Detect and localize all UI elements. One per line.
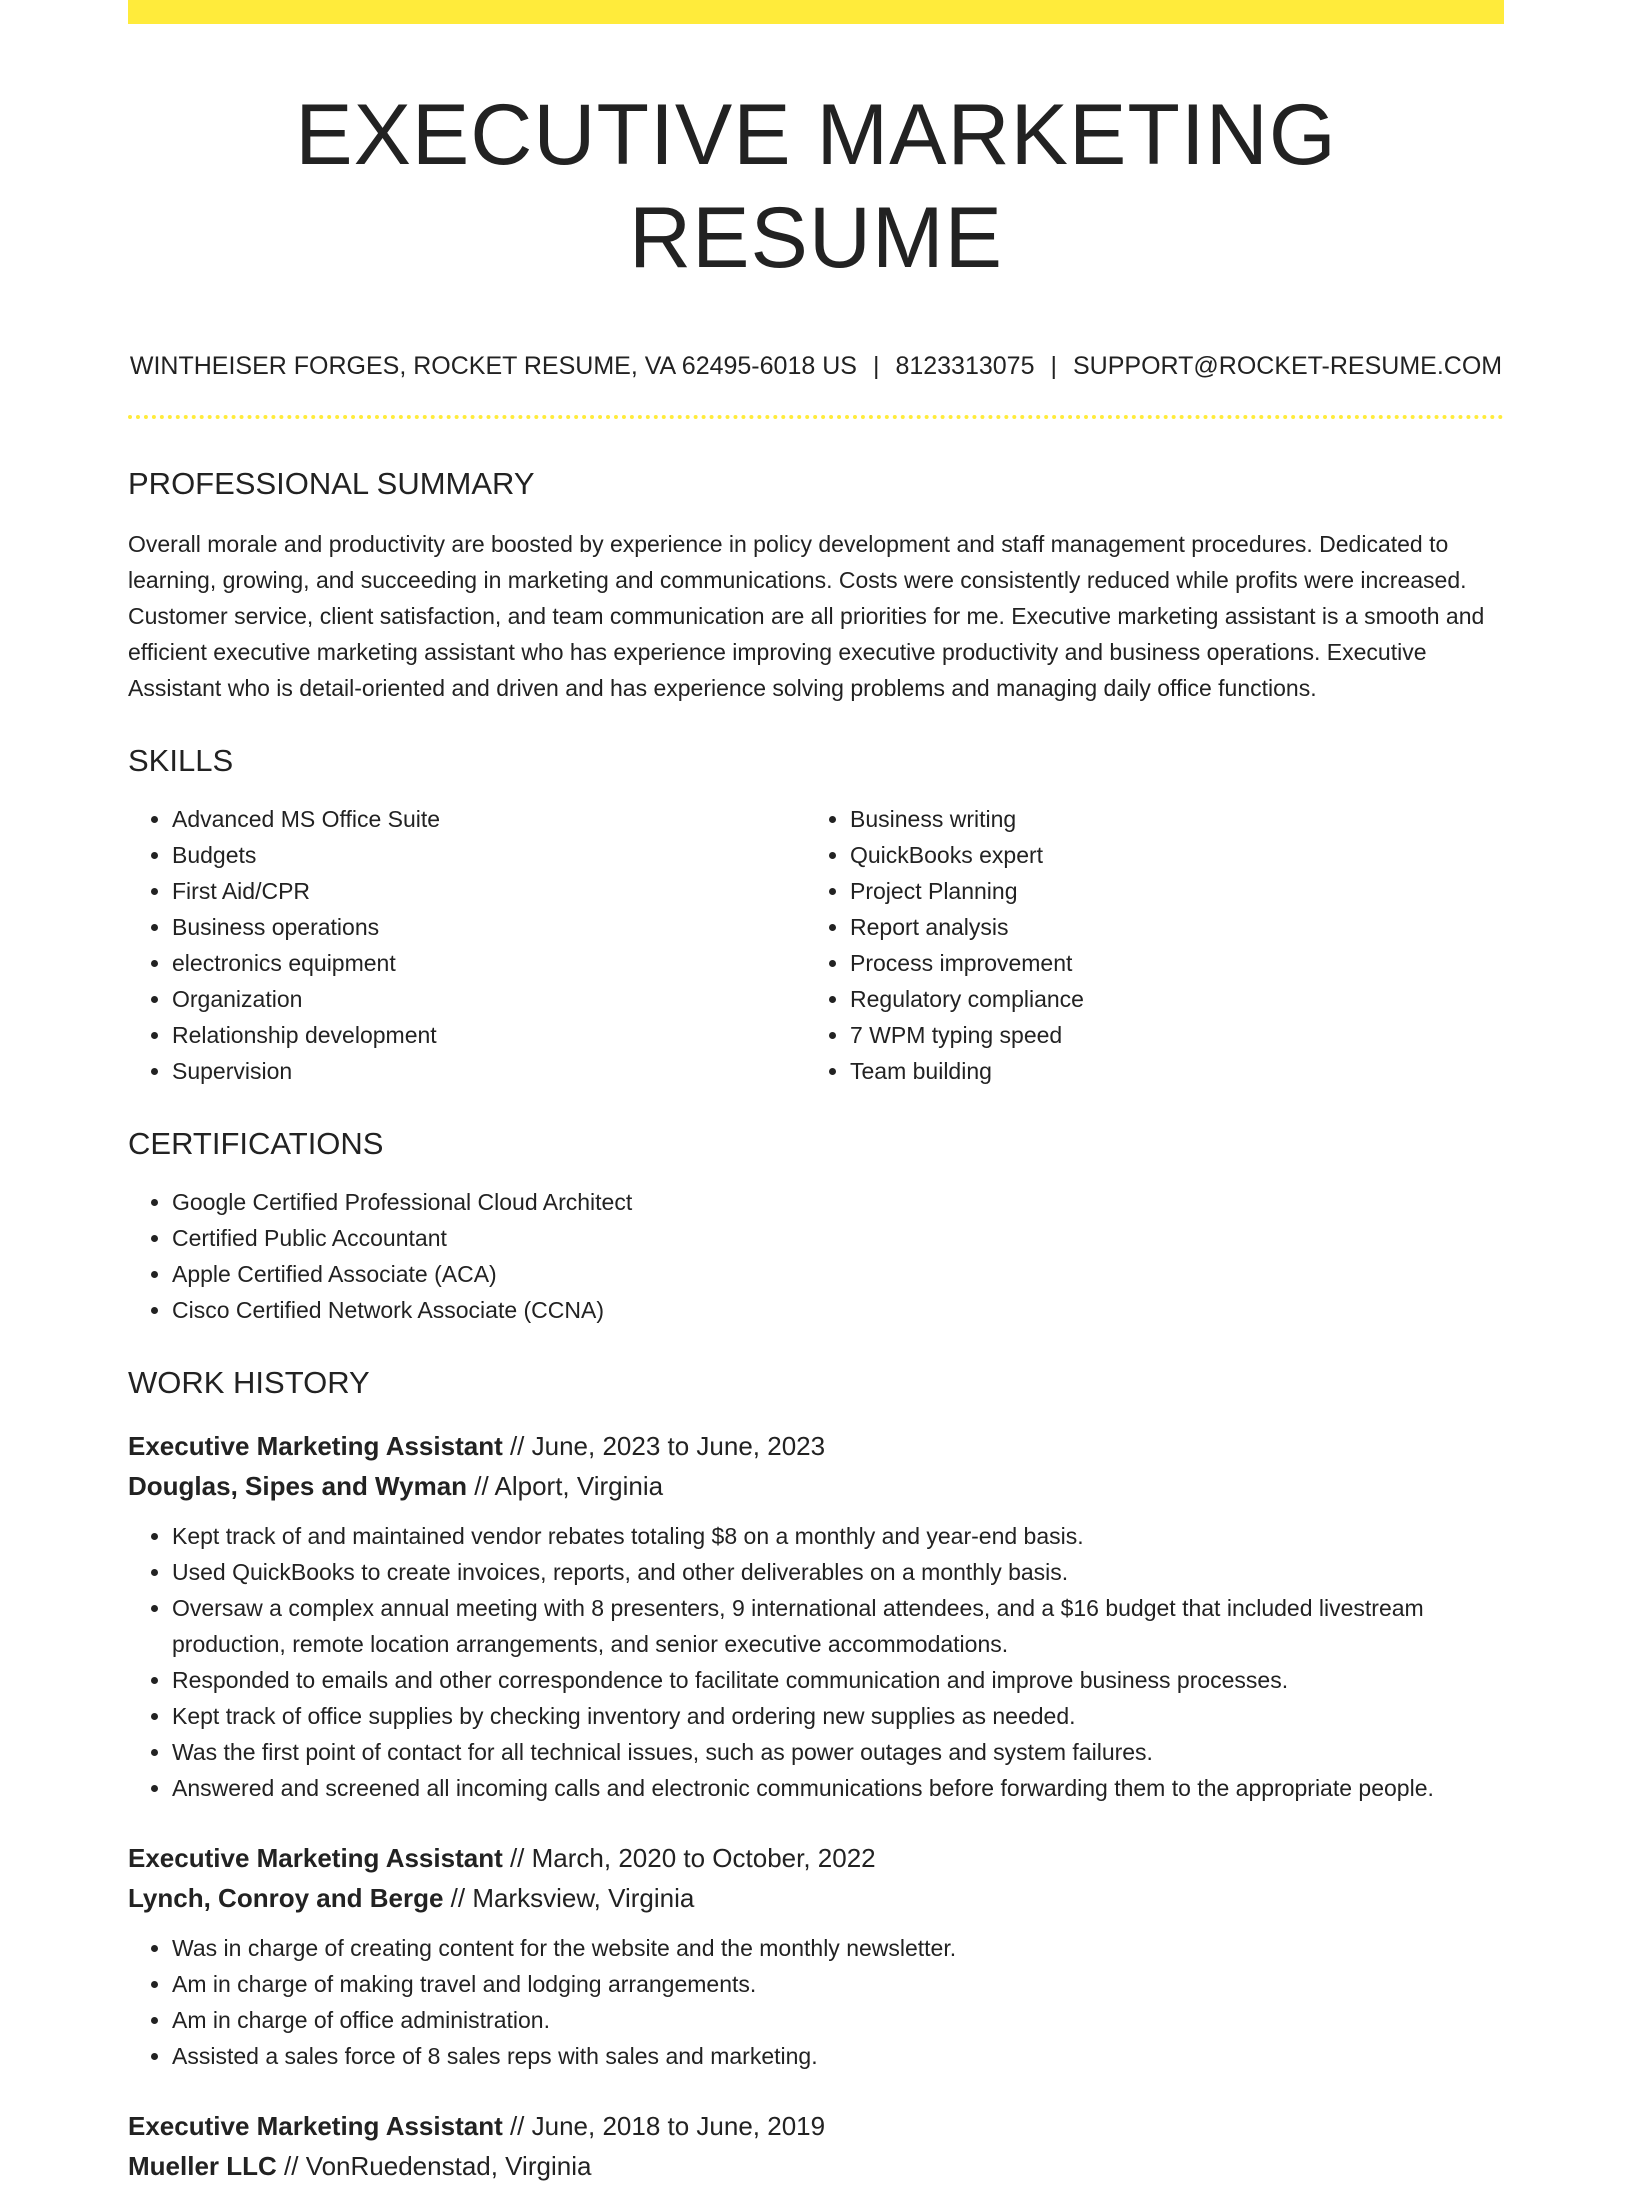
job-location: // VonRuedenstad, Virginia [276, 2150, 592, 2181]
certification-item: • Google Certified Professional Cloud Architect [172, 1184, 1504, 1220]
skills-list [128, 801, 1504, 1089]
contact-email: SUPPORT@ROCKET-RESUME.COM [1072, 352, 1503, 381]
work-history-list [128, 1426, 1504, 2186]
skill-item: • Team building [850, 1053, 1484, 1089]
certification-item: • Certified Public Accountant [172, 1220, 1504, 1256]
dotted-divider [128, 415, 1504, 419]
job-company-line [128, 2146, 1504, 2186]
skill-item: • Organization [172, 981, 806, 1017]
skill-item: • First Aid/CPR [172, 873, 806, 909]
certification-item: • Cisco Certified Network Associate (CCNA) [172, 1292, 1504, 1328]
skill-item: • Project Planning [850, 873, 1484, 909]
job-duty-item: • Was the first point of contact for all technical issues, such as power outages and system failures. [172, 1734, 1504, 1770]
job-duty-item: • Kept track of office supplies by checking inventory and ordering new supplies as needed. [172, 1698, 1504, 1734]
job-dates: // March, 2020 to October, 2022 [502, 1842, 876, 1873]
job-duty-item: • Oversaw a complex annual meeting with 8 presenters, 9 international attendees, and a $16 budget that included livestream production, remote location arrangements, and senior executive accommodations. [172, 1590, 1504, 1662]
job-duty-item: • Was in charge of creating content for the website and the monthly newsletter. [172, 1930, 1504, 1966]
certifications-heading: CERTIFICATIONS [128, 1126, 384, 1162]
job-duty-item: • Kept track of and maintained vendor rebates totaling $8 on a monthly and year-end basis. [172, 1518, 1504, 1554]
skill-item: • Business operations [172, 909, 806, 945]
top-accent-bar [128, 0, 1504, 24]
certifications-list [128, 1184, 1504, 1328]
skill-item: • Business writing [850, 801, 1484, 837]
job-company: Mueller LLC [128, 2150, 277, 2181]
summary-text: Overall morale and productivity are boosted by experience in policy development and staff management procedures. Dedicated to learning, growing, and succeeding in marketing and communications. Costs were consistently reduced while profits were increased. Customer service, client satisfaction, and team communication are all priorities for me. Executive marketing assistant is a smooth and efficient executive marketing assistant who has experience improving executive productivity and business operations. Executive Assistant who is detail-oriented and driven and has experience solving problems and managing daily office functions. [128, 531, 1485, 702]
skill-item: • Relationship development [172, 1017, 806, 1053]
skill-item: • Supervision [172, 1053, 806, 1089]
skill-item: • Regulatory compliance [850, 981, 1484, 1017]
job-duty-item: • Answered and screened all incoming calls and electronic communications before forwarding them to the appropriate people. [172, 1770, 1504, 1806]
job-entry [128, 2106, 1504, 2186]
job-title: Executive Marketing Assistant [128, 1842, 503, 1873]
job-duties-list [128, 1518, 1504, 1806]
job-duty-item: • Am in charge of office administration. [172, 2002, 1504, 2038]
job-location: // Marksview, Virginia [443, 1882, 695, 1913]
skill-item: • Budgets [172, 837, 806, 873]
contact-separator: | [872, 352, 880, 381]
job-entry [128, 1838, 1504, 2074]
contact-separator: | [1050, 352, 1057, 381]
skill-item: • Report analysis [850, 909, 1484, 945]
skill-item: • Process improvement [850, 945, 1484, 981]
job-title: Executive Marketing Assistant [128, 1430, 503, 1461]
job-title-line [128, 1838, 1504, 1878]
resume-page [128, 0, 1504, 2186]
skills-column-right [806, 801, 1484, 1089]
work-history-heading: WORK HISTORY [128, 1365, 370, 1401]
skill-item: • QuickBooks expert [850, 837, 1484, 873]
skill-item: • electronics equipment [172, 945, 806, 981]
skill-item: • 7 WPM typing speed [850, 1017, 1484, 1053]
job-duty-item: • Responded to emails and other correspondence to facilitate communication and improve business processes. [172, 1662, 1504, 1698]
contact-line [128, 350, 1504, 383]
job-location: // Alport, Virginia [467, 1470, 664, 1501]
job-dates: // June, 2023 to June, 2023 [502, 1430, 826, 1461]
skills-column-left [128, 801, 806, 1089]
job-title-line [128, 1426, 1504, 1466]
contact-address: WINTHEISER FORGES, ROCKET RESUME, VA 62495-6018 US [129, 352, 857, 381]
job-company-line [128, 1878, 1504, 1918]
job-title: Executive Marketing Assistant [128, 2110, 503, 2141]
summary-heading: PROFESSIONAL SUMMARY [128, 465, 535, 501]
job-dates: // June, 2018 to June, 2019 [502, 2110, 826, 2141]
skill-item: • Advanced MS Office Suite [172, 801, 806, 837]
job-duty-item: • Used QuickBooks to create invoices, reports, and other deliverables on a monthly basis. [172, 1554, 1504, 1590]
job-company: Douglas, Sipes and Wyman [128, 1470, 468, 1501]
job-duty-item: • Am in charge of making travel and lodging arrangements. [172, 1966, 1504, 2002]
skills-heading: SKILLS [128, 743, 234, 779]
job-entry [128, 1426, 1504, 1806]
job-company-line [128, 1466, 1504, 1506]
contact-phone: 8123313075 [895, 352, 1035, 381]
certification-item: • Apple Certified Associate (ACA) [172, 1256, 1504, 1292]
job-duty-item: • Assisted a sales force of 8 sales reps with sales and marketing. [172, 2038, 1504, 2074]
job-duties-list [128, 1930, 1504, 2074]
resume-title: EXECUTIVE MARKETING RESUME [295, 87, 1337, 287]
job-company: Lynch, Conroy and Berge [128, 1882, 444, 1913]
